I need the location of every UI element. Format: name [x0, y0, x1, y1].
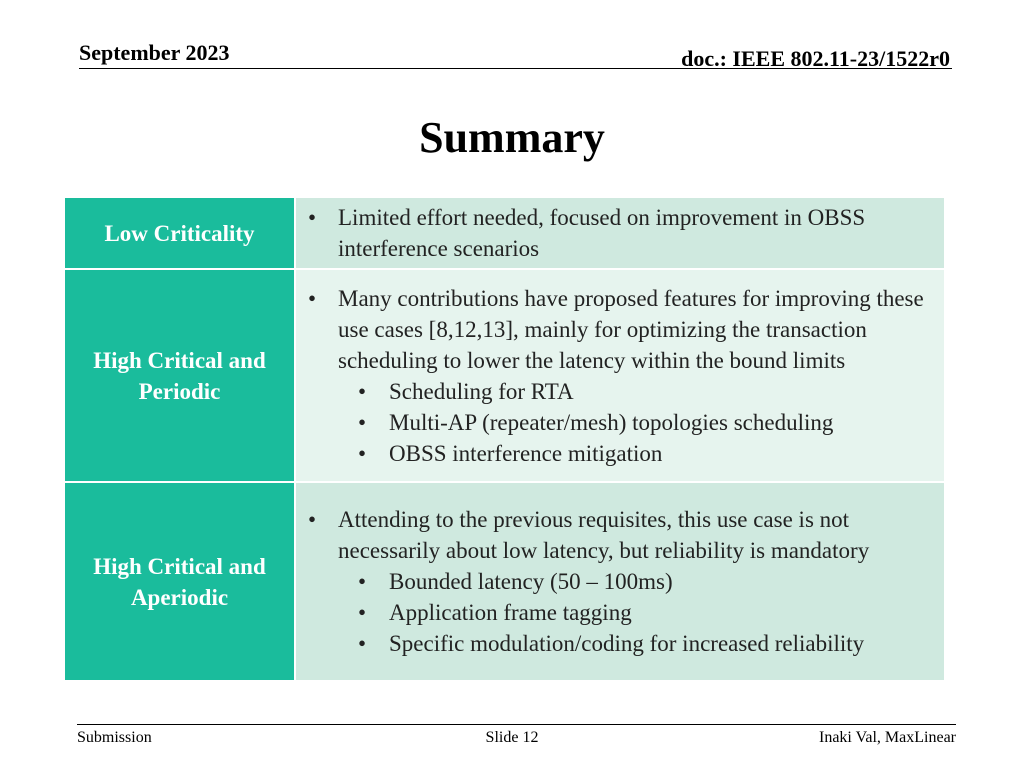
footer-divider [77, 724, 956, 725]
bullet: • Limited effort needed, focused on improvement in OBSS interference scenarios [296, 202, 944, 264]
header-doc-id: doc.: IEEE 802.11-23/1522r0 [681, 46, 950, 71]
row-content [295, 269, 945, 482]
sub-bullet: • Multi-AP (repeater/mesh) topologies scheduling [296, 407, 944, 438]
bullet: • Many contributions have proposed features for improving these use cases [8,12,13], mainly for optimizing the transaction scheduling to lower the latency within the bound limits [296, 283, 944, 376]
summary-table [63, 196, 946, 682]
bullet: • Attending to the previous requisites, this use case is not necessarily about low latency, but reliability is mandatory [296, 504, 944, 566]
row-label: High Critical and Periodic [64, 269, 295, 482]
header-divider [79, 68, 952, 69]
sub-bullet: • Specific modulation/coding for increased reliability [296, 628, 944, 659]
footer-slide-number: Slide 12 [485, 729, 539, 746]
footer-author: Inaki Val, MaxLinear [819, 729, 956, 746]
sub-bullet: • OBSS interference mitigation [296, 438, 944, 469]
row-content [295, 197, 945, 269]
header-date: September 2023 [79, 40, 230, 65]
sub-bullet: • Scheduling for RTA [296, 376, 944, 407]
sub-bullet: • Bounded latency (50 – 100ms) [296, 566, 944, 597]
slide-title: Summary [419, 113, 605, 162]
table-row [64, 269, 945, 482]
footer-submission: Submission [77, 729, 152, 746]
row-content [295, 482, 945, 681]
table-row [64, 482, 945, 681]
table-row [64, 197, 945, 269]
row-label: Low Criticality [64, 197, 295, 269]
row-label: High Critical and Aperiodic [64, 482, 295, 681]
sub-bullet: • Application frame tagging [296, 597, 944, 628]
